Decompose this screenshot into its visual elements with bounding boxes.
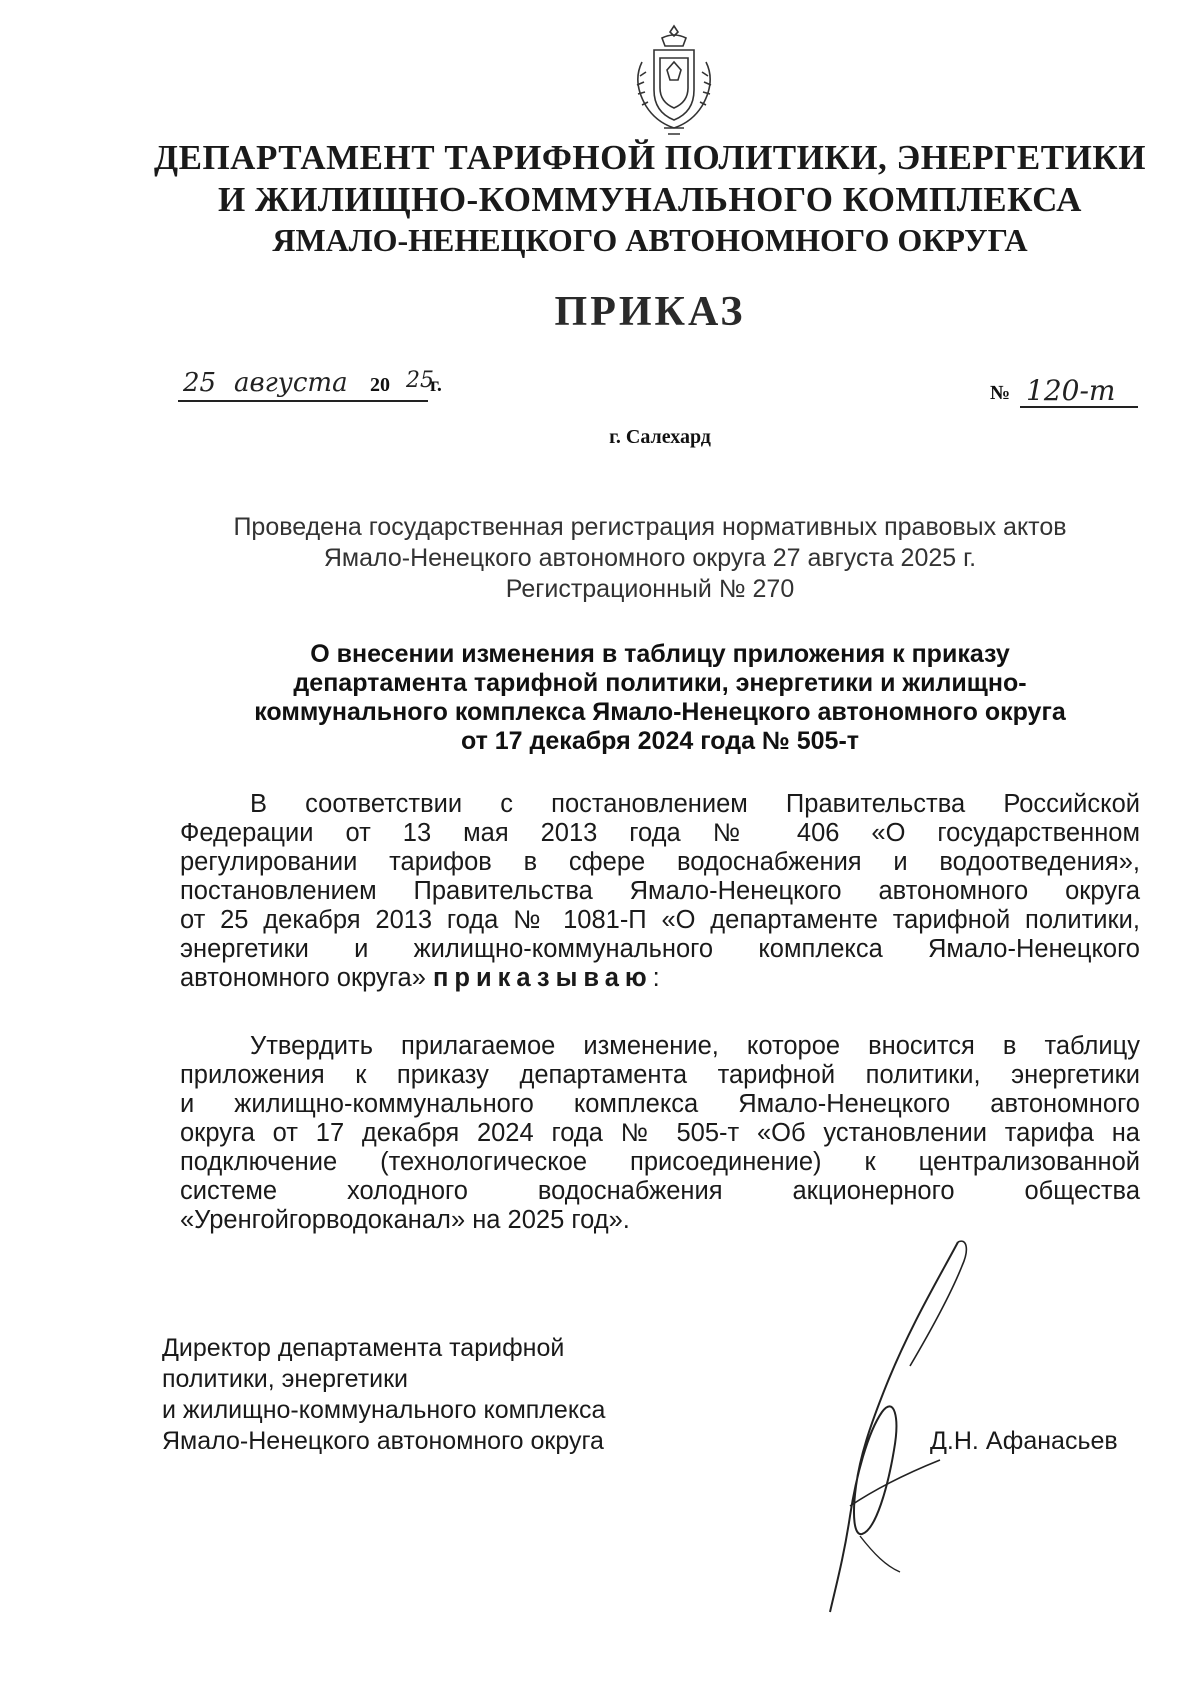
registration-line-3: Регистрационный № 270 — [505, 575, 795, 603]
preamble-colon: : — [652, 964, 660, 992]
preamble-line-7-text: автономного округа» — [180, 964, 426, 992]
subject-line-3: коммунального комплекса Ямало-Ненецкого автономного округа — [254, 698, 1066, 726]
signatory-title — [162, 1333, 682, 1457]
signatory-title-line-1: Директор департамента тарифной — [162, 1334, 565, 1362]
department-name-line-1: ДЕПАРТАМЕНТ ТАРИФНОЙ ПОЛИТИКИ, ЭНЕРГЕТИКИ — [154, 138, 1146, 177]
number-value: 120-т — [1026, 374, 1116, 407]
preamble-line-4: постановлением Правительства Ямало-Ненецкого автономного округа — [180, 877, 1140, 905]
order-date — [178, 366, 448, 406]
number-sign: № — [990, 382, 1011, 404]
preamble-line-3: регулировании тарифов в сфере водоснабжения и водоотведения», — [180, 848, 1140, 876]
subject-line-4: от 17 декабря 2024 года № 505-т — [460, 727, 860, 755]
registration-line-2: Ямало-Ненецкого автономного округа 27 августа 2025 г. — [323, 544, 977, 572]
decision-line-2: приложения к приказу департамента тарифной политики, энергетики — [180, 1061, 1140, 1089]
decision-line-7: «Уренгойгорводоканал» на 2025 год». — [180, 1206, 630, 1234]
department-name-line-2: И ЖИЛИЩНО-КОММУНАЛЬНОГО КОМПЛЕКСА — [218, 180, 1082, 219]
department-name-line-3: ЯМАЛО-НЕНЕЦКОГО АВТОНОМНОГО ОКРУГА — [272, 222, 1028, 258]
decision-line-3: и жилищно-коммунального комплекса Ямало-Ненецкого автономного — [180, 1090, 1140, 1118]
decision-line-5: подключение (технологическое присоединение) к централизованной — [180, 1148, 1140, 1176]
decision-paragraph — [180, 1032, 1140, 1235]
decision-line-1: Утвердить прилагаемое изменение, которое вносится в таблицу — [250, 1032, 1140, 1060]
document-type-title: ПРИКАЗ — [554, 289, 746, 335]
subject-line-1: О внесении изменения в таблицу приложения к приказу — [310, 640, 1010, 668]
date-year-prefix: 20 — [370, 374, 390, 396]
preamble-line-6: энергетики и жилищно-коммунального комплекса Ямало-Ненецкого — [180, 935, 1140, 963]
preamble-line-7 — [180, 964, 1140, 993]
command-word: приказываю — [433, 964, 653, 992]
coat-of-arms-icon — [624, 22, 724, 142]
registration-line-1: Проведена государственная регистрация нормативных правовых актов — [233, 513, 1067, 541]
signatory-title-line-4: Ямало-Ненецкого автономного округа — [162, 1427, 604, 1455]
date-month: августа — [234, 368, 348, 398]
signatory-name: Д.Н. Афанасьев — [930, 1427, 1118, 1455]
handwritten-signature — [790, 1236, 990, 1616]
signatory-title-line-2: политики, энергетики — [162, 1365, 408, 1393]
signatory-title-line-3: и жилищно-коммунального комплекса — [162, 1396, 606, 1424]
order-number — [990, 374, 1150, 414]
decision-line-6: системе холодного водоснабжения акционерного общества — [180, 1177, 1140, 1205]
preamble-line-1: В соответствии с постановлением Правительства Российской — [250, 790, 1140, 818]
preamble-line-5: от 25 декабря 2013 года № 1081-П «О департаменте тарифной политики, — [180, 906, 1140, 934]
city-name: г. Салехард — [609, 426, 711, 448]
preamble-paragraph — [180, 790, 1140, 993]
date-year-suffix: 25 — [406, 368, 434, 393]
decision-line-4: округа от 17 декабря 2024 года № 505-т «Об установлении тарифа на — [180, 1119, 1140, 1147]
number-underline — [1020, 406, 1138, 408]
date-year-marker: г. — [430, 374, 442, 396]
date-day: 25 — [183, 368, 217, 398]
preamble-line-2: Федерации от 13 мая 2013 года № 406 «О государственном — [180, 819, 1140, 847]
subject-line-2: департамента тарифной политики, энергетики и жилищно- — [293, 669, 1027, 697]
date-underline — [178, 400, 428, 402]
